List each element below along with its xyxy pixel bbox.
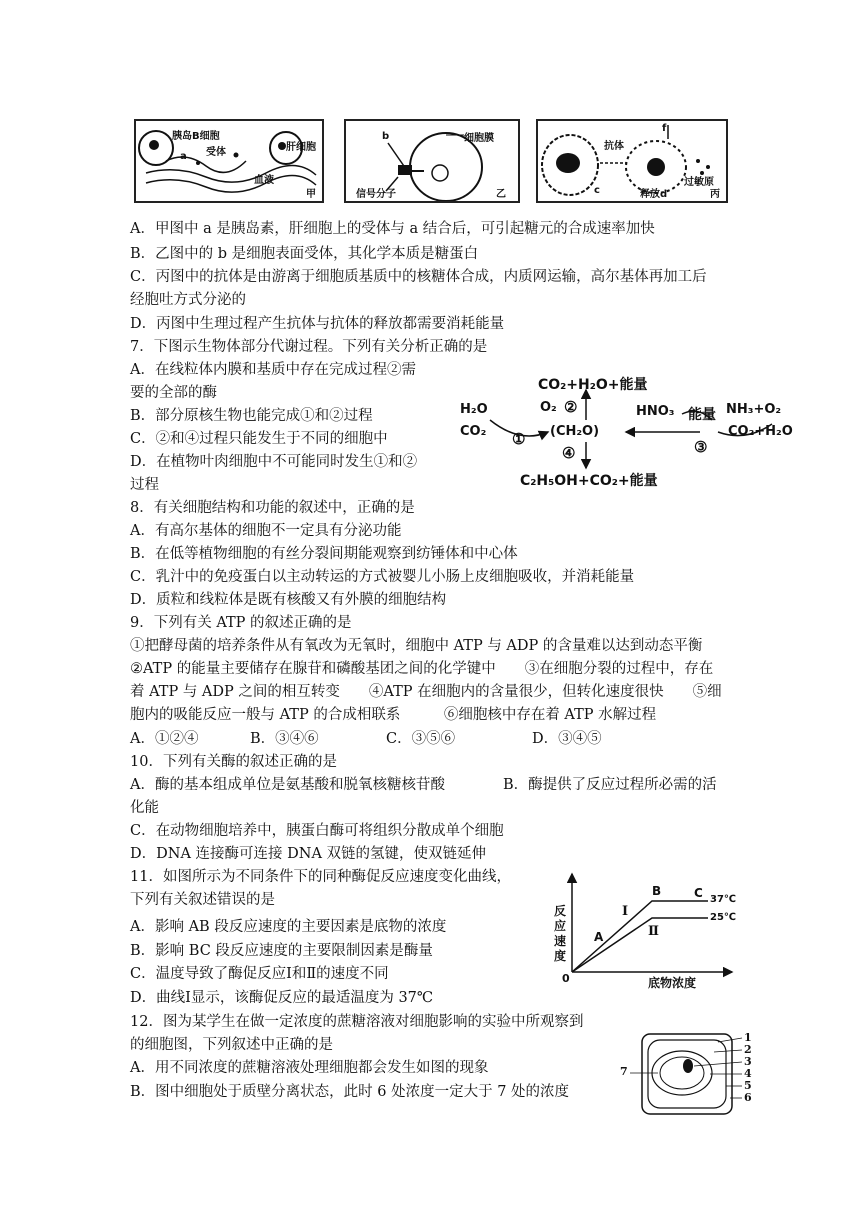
label-membrane: 细胞膜 — [464, 133, 494, 144]
figure-bing-drawing — [538, 121, 726, 201]
label-c: c — [594, 185, 600, 196]
q8-option-b: B．在低等植物细胞的有丝分裂间期能观察到纺锤体和中心体 — [130, 546, 518, 562]
label-allergen: 过敏原 — [684, 177, 714, 188]
q8-stem: 8．有关细胞结构和功能的叙述中，正确的是 — [130, 500, 415, 516]
q7-option-b: B．部分原核生物也能完成①和②过程 — [130, 408, 373, 424]
q7-option-a: A．在线粒体内膜和基质中存在完成过程②需 — [130, 362, 416, 378]
diagram-h2o: H₂O — [460, 402, 488, 417]
cell-label-3: 3 — [744, 1055, 752, 1068]
figure-bing — [536, 119, 728, 203]
q9-line-2: ②ATP 的能量主要储存在腺苷和磷酸基团之间的化学键中 ③在细胞分裂的过程中，存在 — [130, 661, 714, 677]
q12-option-b: B．图中细胞处于质壁分离状态，此时 6 处浓度一定大于 7 处的浓度 — [130, 1084, 570, 1100]
q9-line-4: 胞内的吸能反应一般与 ATP 的合成相联系 ⑥细胞核中存在着 ATP 水解过程 — [130, 707, 657, 723]
q9-line-3: 着 ATP 与 ADP 之间的相互转变 ④ATP 在细胞内的含量很少，但转化速度很快 ⑤细 — [130, 684, 722, 700]
chart-series-i-name: Ⅰ — [622, 904, 629, 919]
cell-label-1: 1 — [744, 1031, 752, 1044]
label-signal-molecule: 信号分子 — [356, 189, 396, 200]
chart-point-a: A — [594, 930, 604, 944]
q11-stem-cont: 下列有关叙述错误的是 — [130, 892, 275, 908]
q9-choice-c: C．③⑤⑥ — [386, 731, 456, 747]
q9-choice-a: A．①②④ — [130, 731, 199, 747]
diagram-step-4: ④ — [562, 444, 576, 462]
diagram-hno3: HNO₃ — [636, 404, 675, 419]
plasmolysis-cell-figure — [618, 1030, 758, 1116]
label-liver-cell: 肝细胞 — [286, 142, 316, 153]
q6-option-b: B．乙图中的 b 是细胞表面受体，其化学本质是糖蛋白 — [130, 246, 479, 262]
q11-option-c: C．温度导致了酶促反应Ⅰ和Ⅱ的速度不同 — [130, 966, 389, 982]
figure-jia — [134, 119, 324, 203]
diagram-step-1: ① — [512, 430, 526, 448]
diagram-center-ch2o: (CH₂O) — [550, 424, 600, 439]
q12-option-a: A．用不同浓度的蔗糖溶液处理细胞都会发生如图的现象 — [130, 1060, 489, 1076]
q12-stem: 12．图为某学生在做一定浓度的蔗糖溶液对细胞影响的实验中所观察到 — [130, 1014, 584, 1030]
chart-point-c: C — [694, 886, 703, 900]
q9-choice-b: B．③④⑥ — [250, 731, 319, 747]
diagram-nh3-o2: NH₃+O₂ — [726, 402, 782, 417]
diagram-step-2: ② — [564, 398, 578, 416]
label-islet-cell: 胰岛B细胞 — [172, 131, 220, 142]
q11-stem: 11．如图所示为不同条件下的同种酶促反应速度变化曲线， — [130, 869, 511, 885]
q8-option-c: C．乳汁中的免疫蛋白以主动转运的方式被婴儿小肠上皮细胞吸收，并消耗能量 — [130, 569, 635, 585]
label-receptor: 受体 — [206, 147, 226, 158]
chart-series-i-temp: 37℃ — [710, 894, 737, 905]
cell-label-7: 7 — [620, 1065, 628, 1078]
q8-option-a: A．有高尔基体的细胞不一定具有分泌功能 — [130, 523, 402, 539]
figure-tag-bing: 丙 — [710, 189, 720, 200]
q6-option-c: C．丙图中的抗体是由游离于细胞质基质中的核糖体合成，内质网运输，高尔基体再加工后 — [130, 269, 707, 285]
q7-option-d-cont: 过程 — [130, 477, 159, 493]
q9-stem: 9．下列有关 ATP 的叙述正确的是 — [130, 615, 352, 631]
series-line-i — [572, 901, 708, 972]
label-antibody: 抗体 — [604, 141, 624, 152]
q9-choice-d: D．③④⑤ — [532, 731, 602, 747]
chart-point-b: B — [652, 884, 662, 898]
q10-stem: 10．下列有关酶的叙述正确的是 — [130, 754, 337, 770]
chart-ylabel: 反应速度 — [554, 904, 567, 963]
diagram-co2: CO₂ — [460, 424, 487, 439]
q7-stem: 7．下图示生物体部分代谢过程。下列有关分析正确的是 — [130, 339, 488, 355]
cell-svg — [618, 1030, 758, 1116]
diagram-top-product: CO₂+H₂O+能量 — [538, 377, 648, 393]
figure-tag-yi: 乙 — [496, 189, 506, 200]
chart-origin: 0 — [562, 972, 570, 985]
label-f: f — [662, 123, 667, 134]
chart-series-ii-temp: 25℃ — [710, 912, 737, 923]
q11-option-d: D．曲线Ⅰ显示，该酶促反应的最适温度为 37℃ — [130, 990, 434, 1006]
series-line-ii — [572, 918, 708, 972]
q7-option-c: C．②和④过程只能发生于不同的细胞中 — [130, 431, 388, 447]
metabolism-diagram — [450, 372, 800, 492]
diagram-co2-h2o: CO₂+H₂O — [728, 424, 793, 439]
figure-jia-drawing — [136, 121, 322, 201]
enzyme-rate-chart — [552, 868, 752, 992]
q7-option-a-cont: 要的全部的酶 — [130, 385, 217, 401]
q9-line-1: ①把酵母菌的培养条件从有氧改为无氧时，细胞中 ATP 与 ADP 的含量难以达到动态平衡 — [130, 638, 703, 654]
label-release-d: 释放d — [640, 189, 668, 200]
diagram-step-3: ③ — [694, 438, 708, 456]
diagram-o2: O₂ — [540, 400, 557, 415]
q10-line-2: 化能 — [130, 800, 159, 816]
q12-stem-cont: 的细胞图，下列叙述中正确的是 — [130, 1037, 333, 1053]
q6-option-a: A．甲图中 a 是胰岛素，肝细胞上的受体与 a 结合后，可引起糖元的合成速率加快 — [130, 221, 655, 237]
q7-option-d: D．在植物叶肉细胞中不可能同时发生①和② — [130, 454, 418, 470]
q10-line-1: A．酶的基本组成单位是氨基酸和脱氧核糖核苷酸 B．酶提供了反应过程所必需的活 — [130, 777, 717, 793]
figure-tag-jia: 甲 — [306, 189, 316, 200]
label-a: a — [180, 151, 187, 162]
figure-yi — [344, 119, 520, 203]
q11-option-b: B．影响 BC 段反应速度的主要限制因素是酶量 — [130, 943, 433, 959]
q10-line-4: D．DNA 连接酶可连接 DNA 双链的氢键，使双链延伸 — [130, 846, 487, 862]
cell-label-4: 4 — [744, 1067, 752, 1080]
cell-label-5: 5 — [744, 1079, 752, 1092]
q6-option-d: D．丙图中生理过程产生抗体与抗体的释放都需要消耗能量 — [130, 316, 505, 332]
q8-option-d: D．质粒和线粒体是既有核酸又有外膜的细胞结构 — [130, 592, 447, 608]
q6-option-c-cont: 经胞吐方式分泌的 — [130, 292, 246, 308]
diagram-bottom-product: C₂H₅OH+CO₂+能量 — [520, 473, 658, 489]
chart-series-ii-name: Ⅱ — [648, 924, 659, 939]
q10-line-3: C．在动物细胞培养中，胰蛋白酶可将组织分散成单个细胞 — [130, 823, 504, 839]
chart-xlabel: 底物浓度 — [648, 976, 697, 990]
label-blood: 血液 — [254, 175, 274, 186]
cell-label-2: 2 — [744, 1043, 752, 1056]
cell-label-6: 6 — [744, 1091, 752, 1104]
label-b: b — [382, 131, 390, 142]
q11-option-a: A．影响 AB 段反应速度的主要因素是底物的浓度 — [130, 919, 447, 935]
diagram-energy: 能量 — [688, 407, 716, 423]
